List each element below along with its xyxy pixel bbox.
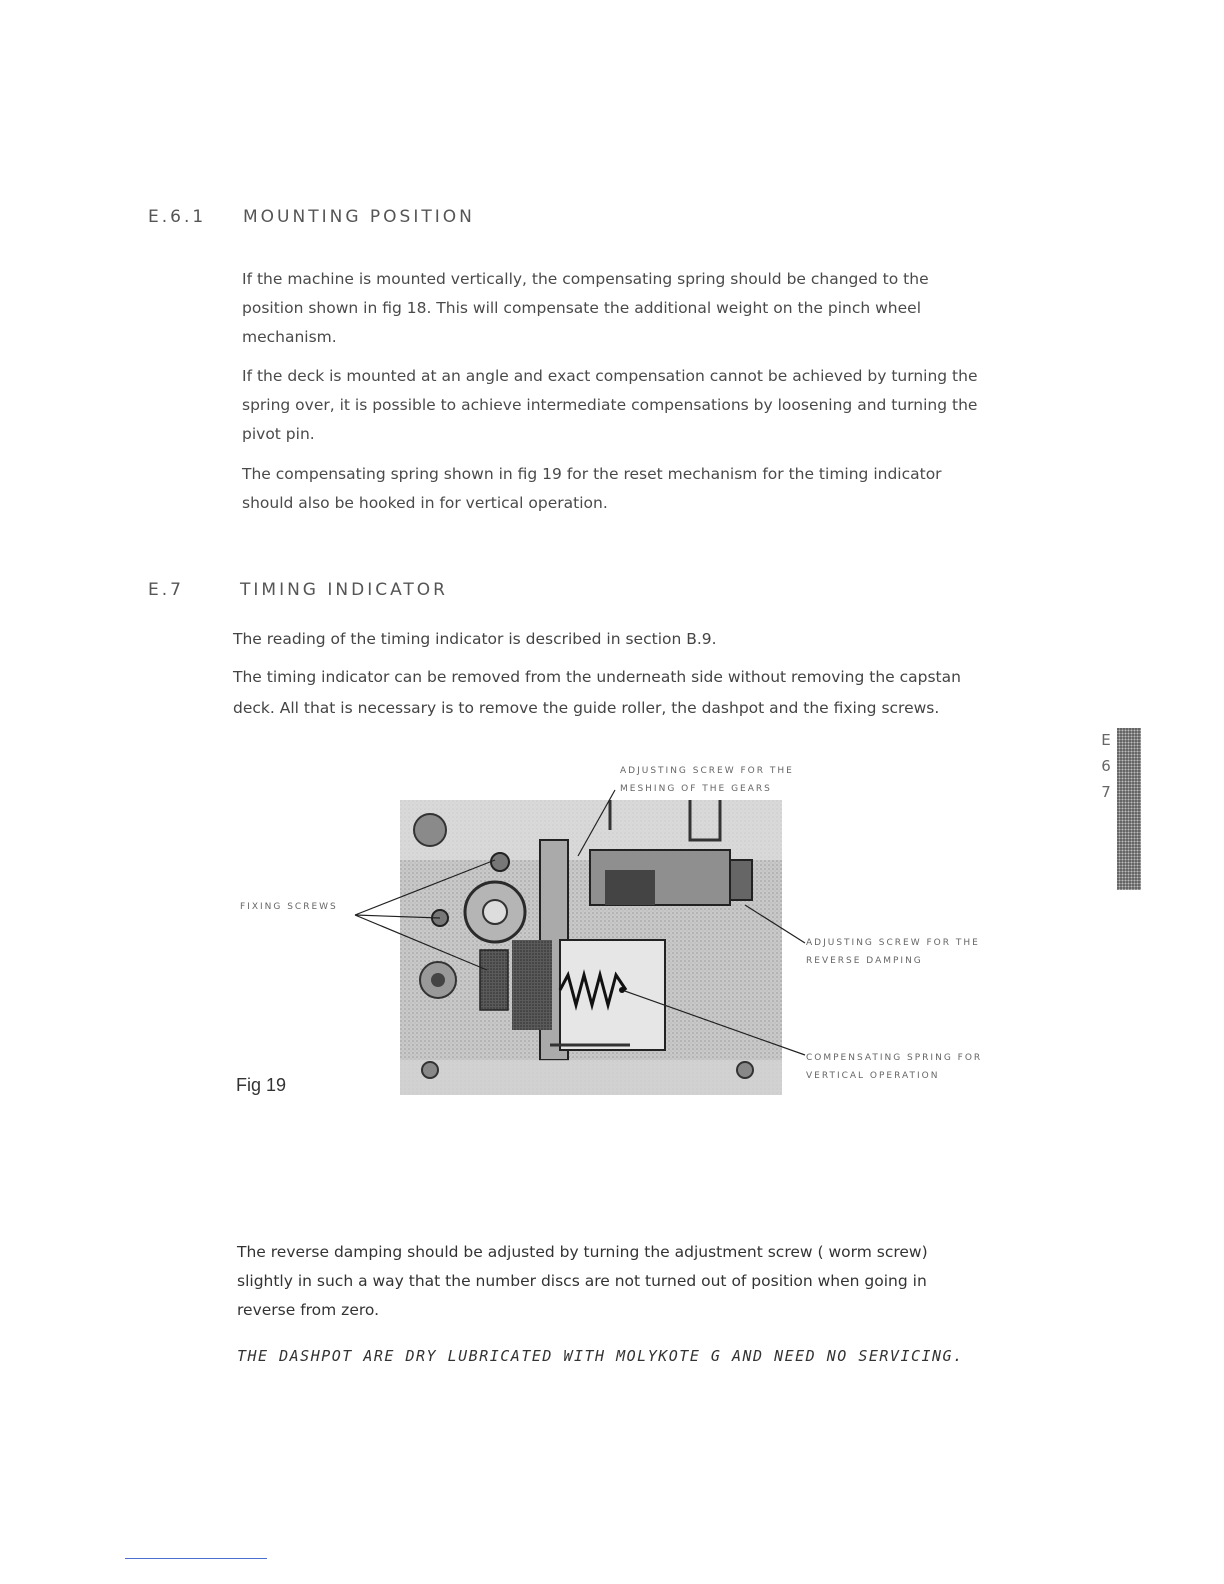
callout-fixing-screws: FIXING SCREWS (240, 902, 338, 912)
section-number-e61: E.6.1 (148, 207, 207, 227)
callout-spring-line2: VERTICAL OPERATION (806, 1071, 940, 1081)
callout-gears-line1: ADJUSTING SCREW FOR THE (620, 766, 794, 776)
paragraph-mounting-1: If the machine is mounted vertically, the compensating spring should be changed to the position shown in fig 18. This will compensate the additional weight on the pinch wheel mechanism. (242, 270, 929, 346)
callout-spring-line1: COMPENSATING SPRING FOR (806, 1053, 983, 1063)
dashpot-note: THE DASHPOT ARE DRY LUBRICATED WITH MOLYKOTE G AND NEED NO SERVICING. (237, 1347, 964, 1365)
side-tab-letter-6: 6 (1101, 757, 1111, 775)
section-number-e7: E.7 (148, 580, 184, 600)
side-tab-letter-7: 7 (1101, 783, 1111, 801)
callout-reverse-line1: ADJUSTING SCREW FOR THE (806, 938, 980, 948)
paragraph-timing-1: The reading of the timing indicator is described in section B.9. (233, 630, 717, 648)
side-tab-letters (1097, 727, 1115, 805)
paragraph-mounting-3: The compensating spring shown in fig 19 for the reset mechanism for the timing indicator should also be hooked in for vertical operation. (242, 465, 942, 512)
figure-caption: Fig 19 (236, 1075, 287, 1095)
paragraph-mounting-2: If the deck is mounted at an angle and exact compensation cannot be achieved by turning the spring over, it is possible to achieve intermediate compensations by loosening and turning the pivot pin. (242, 367, 978, 443)
paragraph-timing-2: The timing indicator can be removed from the underneath side without removing the capstan deck. All that is necessary is to remove the guide roller, the dashpot and the fixing screws. (233, 668, 961, 717)
section-title-timing-indicator: TIMING INDICATOR (240, 580, 448, 600)
side-tab-marker (1117, 728, 1141, 890)
callout-gears (620, 762, 794, 798)
callout-compensating-spring (806, 1049, 982, 1085)
footnote-rule (125, 1558, 267, 1559)
side-tab-letter-e: E (1101, 731, 1111, 749)
paragraph-reverse-damping: The reverse damping should be adjusted by turning the adjustment screw ( worm screw) slightly in such a way that the number discs are not turned out of position when going in reverse from zero. (237, 1243, 928, 1319)
callout-gears-line2: MESHING OF THE GEARS (620, 784, 772, 794)
callout-reverse-damping (806, 934, 980, 970)
section-title-mounting-position: MOUNTING POSITION (243, 207, 475, 227)
callout-reverse-line2: REVERSE DAMPING (806, 956, 923, 966)
